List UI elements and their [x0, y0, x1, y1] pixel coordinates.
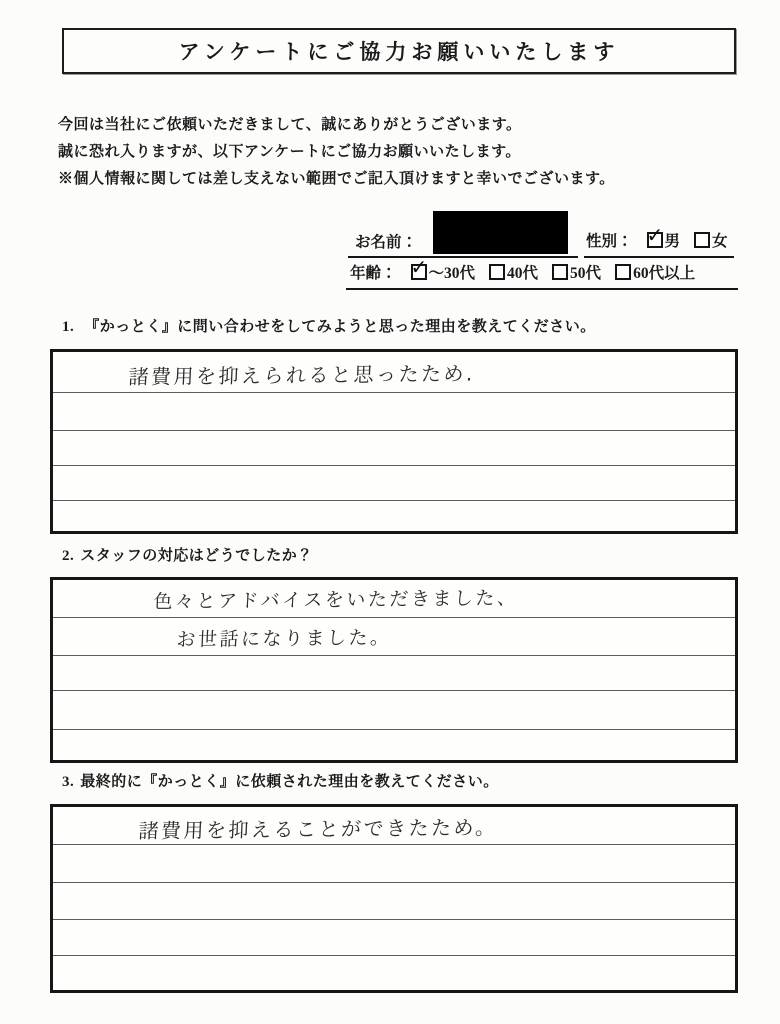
- gender-label: 性別：: [586, 233, 633, 250]
- intro-line-3: ※個人情報に関しては差し支えない範囲でご記入頂けますと幸いでございます。: [58, 171, 615, 187]
- ruled-line: [53, 392, 735, 393]
- answer-box-1[interactable]: [50, 349, 738, 534]
- age-option-60plus[interactable]: [615, 261, 695, 283]
- handwritten-answer-1: 諸費用を抑えられると思ったため.: [128, 361, 476, 389]
- ruled-line: [53, 955, 735, 956]
- ruled-line: [53, 430, 735, 431]
- question-3-text: 最終的に『かっとく』に依頼された理由を教えてください。: [80, 774, 499, 790]
- checkbox-under30-checked-icon[interactable]: [411, 264, 427, 280]
- gender-option-female-label: 女: [712, 233, 728, 250]
- age-option-40s[interactable]: [489, 261, 538, 283]
- question-1-text: 『かっとく』に問い合わせをしてみようと思った理由を教えてください。: [84, 319, 596, 335]
- age-option-60plus-label: 60代以上: [633, 265, 696, 282]
- question-3-label: [62, 770, 499, 791]
- name-label: お名前：: [355, 234, 418, 251]
- checkbox-60plus-icon[interactable]: [615, 264, 631, 280]
- age-label: 年齢：: [350, 265, 397, 282]
- gender-option-male[interactable]: [647, 229, 681, 251]
- gender-row: [586, 229, 728, 251]
- page-title: アンケートにご協力お願いいたします: [178, 40, 620, 64]
- ruled-line: [53, 655, 735, 656]
- survey-title-box: [62, 28, 736, 74]
- age-option-under30[interactable]: [411, 261, 476, 283]
- gender-underline: [584, 256, 734, 258]
- age-underline: [346, 288, 738, 290]
- ruled-line: [53, 690, 735, 691]
- name-redaction-box: [433, 211, 568, 254]
- gender-option-male-label: 男: [664, 233, 681, 250]
- question-2-text: スタッフの対応はどうでしたか？: [80, 548, 313, 564]
- question-2-number: 2.: [62, 548, 75, 564]
- ruled-line: [53, 882, 735, 883]
- question-1-number: 1.: [62, 319, 75, 335]
- handwritten-answer-2-line-1: 色々とアドバイスをいただきました、: [153, 587, 519, 613]
- name-underline: [348, 256, 578, 258]
- ruled-line: [53, 729, 735, 730]
- checkbox-50s-icon[interactable]: [552, 264, 568, 280]
- intro-paragraph: [58, 112, 738, 193]
- age-option-50s-label: 50代: [570, 265, 602, 282]
- handwritten-answer-3: 諸費用を抑えることができたため。: [138, 815, 499, 843]
- age-option-under30-label: ～30代: [428, 265, 476, 282]
- question-1-label: [62, 315, 596, 336]
- answer-box-3[interactable]: [50, 804, 738, 993]
- checkbox-male-checked-icon[interactable]: [647, 232, 663, 248]
- ruled-line: [53, 844, 735, 845]
- question-2-label: [62, 544, 313, 565]
- age-option-40s-label: 40代: [507, 265, 539, 282]
- intro-line-1: 今回は当社にご依頼いただきまして、誠にありがとうございます。: [58, 117, 522, 133]
- handwritten-answer-2-line-2: お世話になりました。: [176, 626, 392, 651]
- checkbox-female-icon[interactable]: [694, 232, 710, 248]
- ruled-line: [53, 465, 735, 466]
- age-option-50s[interactable]: [552, 261, 601, 283]
- ruled-line: [53, 500, 735, 501]
- intro-line-2: 誠に恐れ入りますが、以下アンケートにご協力お願いいたします。: [58, 144, 521, 160]
- question-3-number: 3.: [62, 774, 75, 790]
- ruled-line: [53, 919, 735, 920]
- ruled-line: [53, 617, 735, 618]
- answer-box-2[interactable]: [50, 577, 738, 763]
- gender-option-female[interactable]: [694, 229, 728, 251]
- checkbox-40s-icon[interactable]: [489, 264, 505, 280]
- age-row: [350, 261, 695, 283]
